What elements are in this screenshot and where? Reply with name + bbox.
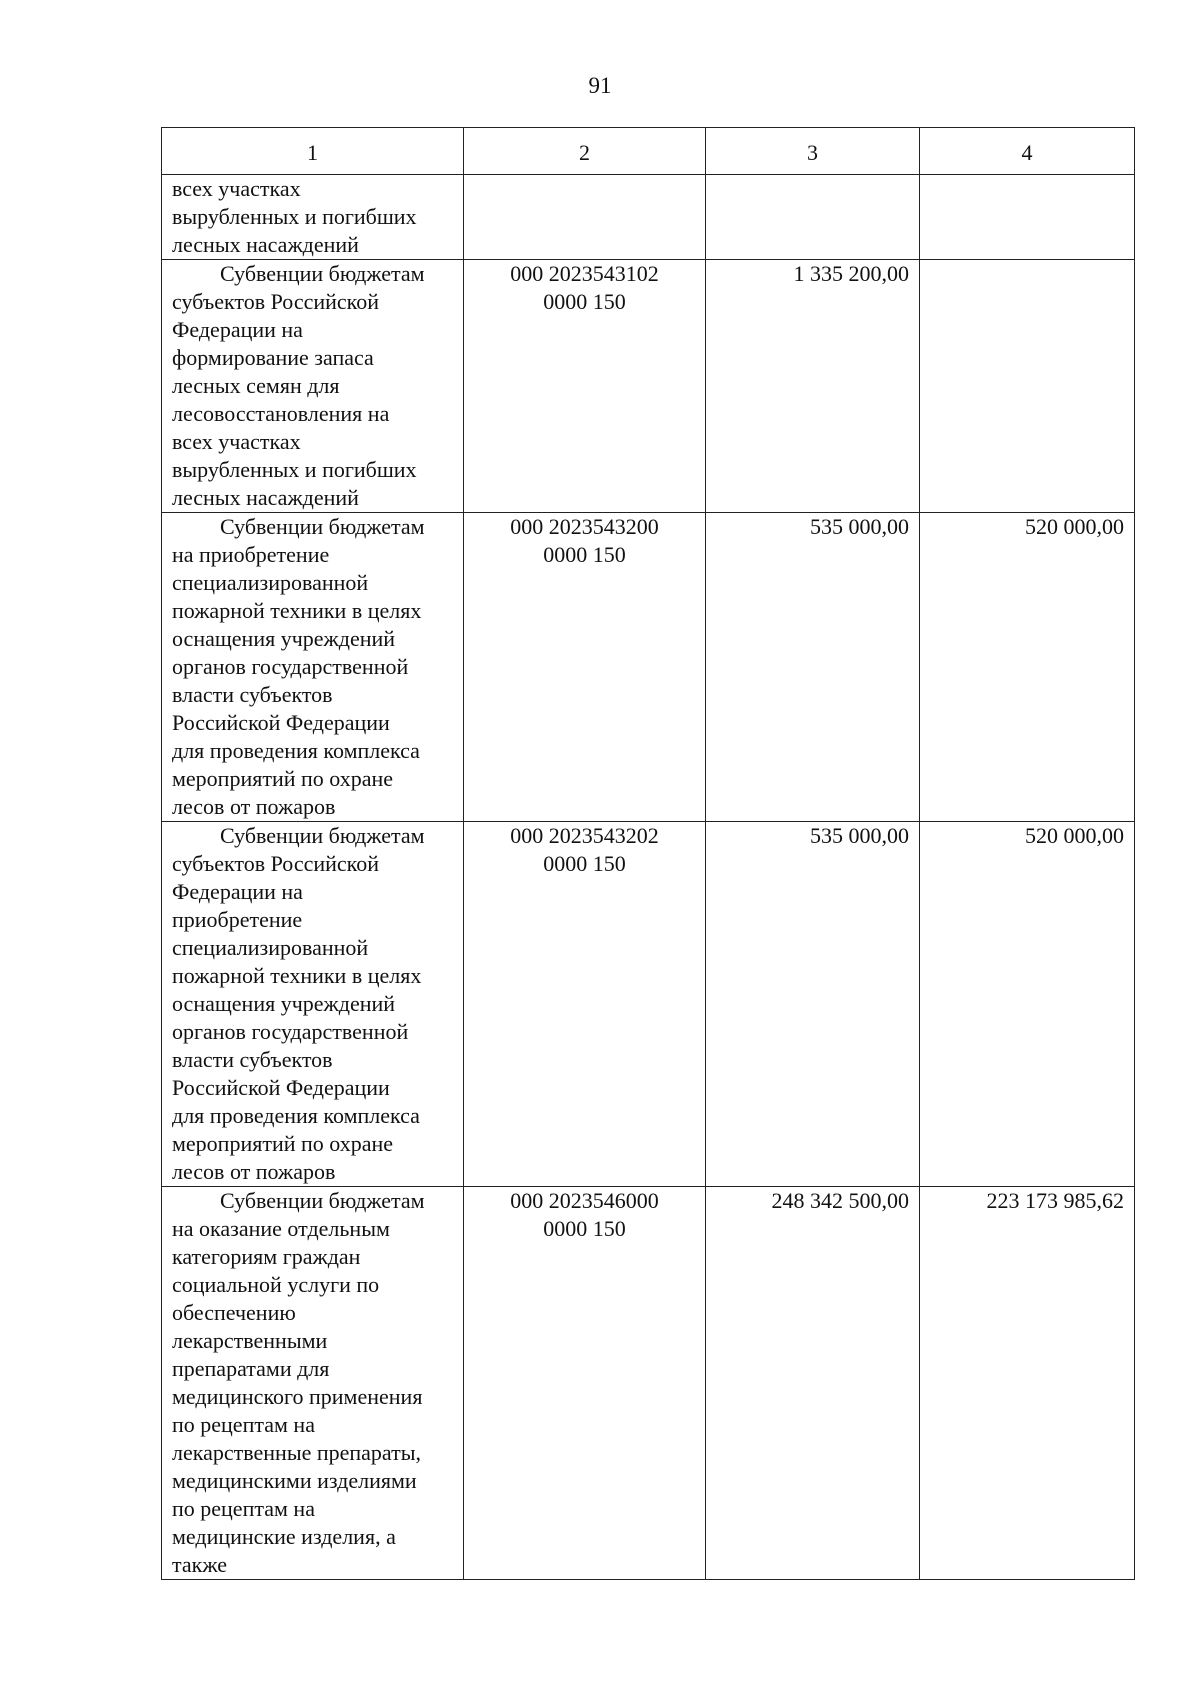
table-body	[162, 175, 1135, 1580]
table-row	[162, 260, 1135, 513]
column-header-4: 4	[920, 128, 1135, 175]
row-name-cell	[162, 513, 464, 822]
row-code: 000 2023543102 0000 150	[464, 260, 706, 513]
row-name: всех участках вырубленных и погибших лесных насаждений	[172, 176, 417, 257]
table-row	[162, 822, 1135, 1187]
row-name: Субвенции бюджетам на приобретение специализированной пожарной техники в целях оснащения учреждений органов государственной власти субъектов Российской Федерации для проведения комплекса мероприятий по охране лесов от пожаров	[172, 514, 425, 819]
column-header-1: 1	[162, 128, 464, 175]
row-value-col3: 535 000,00	[706, 513, 920, 822]
row-name: Субвенции бюджетам субъектов Российской Федерации на приобретение специализированной пожарной техники в целях оснащения учреждений органов государственной власти субъектов Российской Федерации для проведения комплекса мероприятий по охране лесов от пожаров	[172, 823, 425, 1184]
row-code: 000 2023546000 0000 150	[464, 1187, 706, 1580]
row-name-cell	[162, 260, 464, 513]
table-row	[162, 1187, 1135, 1580]
table-row	[162, 175, 1135, 260]
row-value-col4	[920, 260, 1135, 513]
row-value-col3	[706, 175, 920, 260]
row-code: 000 2023543202 0000 150	[464, 822, 706, 1187]
row-name: Субвенции бюджетам субъектов Российской Федерации на формирование запаса лесных семян для лесовосстановления на всех участках вырубленных и погибших лесных насаждений	[172, 261, 425, 510]
row-code	[464, 175, 706, 260]
table-row	[162, 513, 1135, 822]
row-value-col4: 520 000,00	[920, 513, 1135, 822]
budget-table	[161, 127, 1135, 1580]
row-name: Субвенции бюджетам на оказание отдельным категориям граждан социальной услуги по обеспечению лекарственными препаратами для медицинского применения по рецептам на лекарственные препараты, медицинскими изделиями по рецептам на медицинские изделия, а также	[172, 1188, 425, 1577]
page-number: 91	[588, 73, 612, 98]
row-value-col4: 223 173 985,62	[920, 1187, 1135, 1580]
row-value-col4	[920, 175, 1135, 260]
table-header	[162, 128, 1135, 175]
table-header-row	[162, 128, 1135, 175]
row-value-col3: 248 342 500,00	[706, 1187, 920, 1580]
row-value-col4: 520 000,00	[920, 822, 1135, 1187]
column-header-3: 3	[706, 128, 920, 175]
row-name-cell	[162, 175, 464, 260]
row-value-col3: 1 335 200,00	[706, 260, 920, 513]
row-name-cell	[162, 822, 464, 1187]
row-code: 000 2023543200 0000 150	[464, 513, 706, 822]
column-header-2: 2	[464, 128, 706, 175]
row-name-cell	[162, 1187, 464, 1580]
row-value-col3: 535 000,00	[706, 822, 920, 1187]
